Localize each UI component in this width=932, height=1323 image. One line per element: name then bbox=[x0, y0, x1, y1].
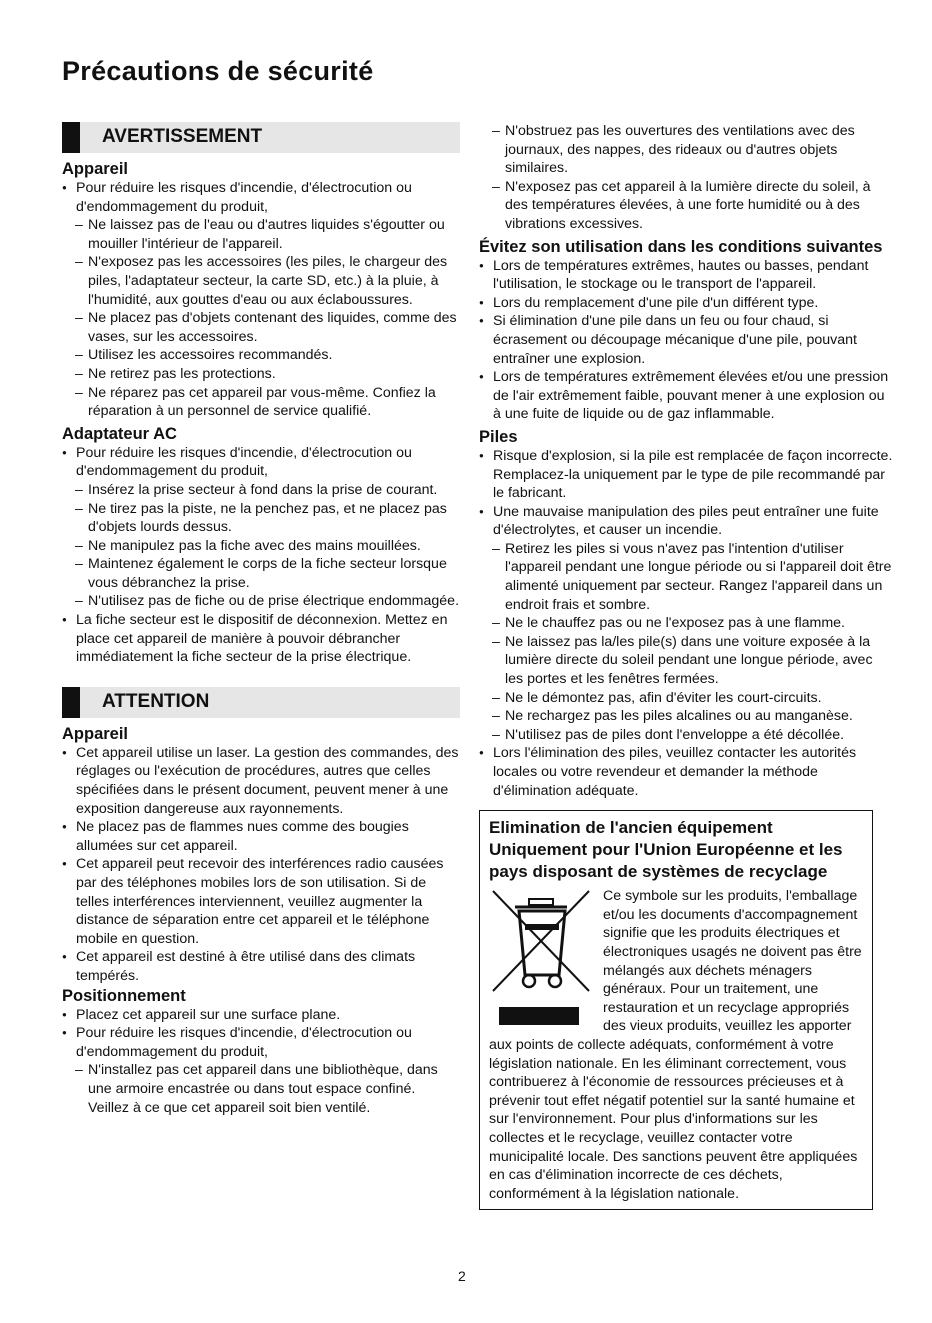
list-item bbox=[479, 503, 893, 745]
list-item: – N'utilisez pas de piles dont l'enveloppe a été décollée. bbox=[479, 726, 893, 745]
list-item: ● Risque d'explosion, si la pile est remplacée de façon incorrecte. Remplacez-la uniquement par le type de pile recommandé par le fabricant. bbox=[479, 447, 893, 503]
warning-adaptateur-list bbox=[62, 444, 460, 667]
list-item-text: Pour réduire les risques d'incendie, d'électrocution ou d'endommagement du produit, bbox=[76, 1025, 412, 1060]
list-item: – Ne le chauffez pas ou ne l'exposez pas à une flamme. bbox=[479, 614, 893, 633]
list-item: – Ne manipulez pas la fiche avec des mains mouillées. bbox=[62, 537, 460, 556]
section-heading-appareil-caution: Appareil bbox=[62, 724, 129, 743]
section-heading-piles: Piles bbox=[479, 427, 518, 446]
right-column bbox=[479, 122, 893, 1210]
list-item: ● Lors de températures extrêmes, hautes ou basses, pendant l'utilisation, le stockage ou le transport de l'appareil. bbox=[479, 257, 893, 294]
list-item: – Ne placez pas d'objets contenant des liquides, comme des vases, sur les accessoires. bbox=[62, 309, 460, 346]
list-item: ● Si élimination d'une pile dans un feu ou four chaud, si écrasement ou découpage mécanique d'une pile, pouvant entraîner une explosion. bbox=[479, 312, 893, 368]
list-item: ● Lors du remplacement d'une pile d'un différent type. bbox=[479, 294, 893, 313]
caution-appareil-list bbox=[62, 744, 460, 986]
list-item: – Maintenez également le corps de la fiche secteur lorsque vous débranchez la prise. bbox=[62, 555, 460, 592]
list-item: – Ne tirez pas la piste, ne la penchez pas, et ne placez pas d'objets lourds dessus. bbox=[62, 500, 460, 537]
piles-list bbox=[479, 447, 893, 800]
warning-banner-label: AVERTISSEMENT bbox=[102, 126, 263, 148]
list-item: – Ne laissez pas la/les pile(s) dans une voiture exposée à la lumière directe du soleil pendant une longue période, avec les portes et les fenêtres fermées. bbox=[479, 633, 893, 689]
weee-bar bbox=[499, 1007, 579, 1025]
conditions-list bbox=[479, 257, 893, 424]
list-item: ● Cet appareil est destiné à être utilisé dans des climats tempérés. bbox=[62, 948, 460, 985]
list-item: ● Lors l'élimination des piles, veuillez contacter les autorités locales ou votre revendeur et demander la méthode d'élimination adéquate. bbox=[479, 744, 893, 800]
list-item: – N'exposez pas cet appareil à la lumière directe du soleil, à des températures élevées, à une forte humidité ou à des vibrations excessives. bbox=[479, 178, 893, 234]
list-item: ● Cet appareil utilise un laser. La gestion des commandes, des réglages ou l'exécution de procédures, autres que celles spécifiées dans le présent document, peuvent mener à une exposition dangereuse aux rayonnements. bbox=[62, 744, 460, 818]
list-item: – N'obstruez pas les ouvertures des ventilations avec des journaux, des nappes, des rideaux ou d'autres objets similaires. bbox=[479, 122, 893, 178]
section-heading-positionnement: Positionnement bbox=[62, 986, 186, 1005]
list-item: ● Lors de températures extrêmement élevées et/ou une pression de l'air extrêmement faible, pouvant mener à une explosion ou à une fuite de liquide ou de gaz inflammable. bbox=[479, 368, 893, 424]
list-item bbox=[62, 444, 460, 611]
list-item: – Ne rechargez pas les piles alcalines ou au manganèse. bbox=[479, 707, 893, 726]
list-item: – N'installez pas cet appareil dans une bibliothèque, dans une armoire encastrée ou dans tout espace confiné. Veillez à ce que cet appareil soit bien ventilé. bbox=[62, 1061, 460, 1117]
list-item bbox=[62, 1024, 460, 1117]
list-item: – N'exposez pas les accessoires (les piles, le chargeur des piles, l'adaptateur secteur, la carte SD, etc.) à la pluie, à l'humidité, aux gouttes d'eau ou aux éclaboussures. bbox=[62, 253, 460, 309]
positionnement-list bbox=[62, 1006, 460, 1118]
weee-notice-box bbox=[479, 810, 873, 1210]
list-item: ● La fiche secteur est le dispositif de déconnexion. Mettez en place cet appareil de manière à pouvoir débrancher immédiatement la fiche secteur de la prise électrique. bbox=[62, 611, 460, 667]
warning-appareil-list bbox=[62, 179, 460, 421]
list-item: ● Cet appareil peut recevoir des interférences radio causées par des téléphones mobiles lors de son utilisation. Si de telles interférences interviennent, veuillez augmenter la distance de séparation entre cet appareil et le téléphone mobile en question. bbox=[62, 855, 460, 948]
weee-body bbox=[489, 887, 864, 1203]
list-item bbox=[62, 179, 460, 421]
list-item: ● Ne placez pas de flammes nues comme des bougies allumées sur cet appareil. bbox=[62, 818, 460, 855]
list-item: – Insérez la prise secteur à fond dans la prise de courant. bbox=[62, 481, 460, 500]
positionnement-list-continued bbox=[479, 122, 893, 234]
banner-marker bbox=[62, 122, 80, 153]
section-heading-adaptateur: Adaptateur AC bbox=[62, 424, 177, 443]
crossed-out-wheelie-bin-icon bbox=[489, 887, 593, 1019]
page-title: Précautions de sécurité bbox=[62, 56, 374, 86]
caution-banner-label: ATTENTION bbox=[102, 691, 210, 713]
caution-banner bbox=[62, 687, 460, 718]
weee-text: Ce symbole sur les produits, l'emballage et/ou les documents d'accompagnement signifie que les produits électriques et électroniques usagés ne doivent pas être mélangés aux déchets ménagers généraux. Pour un traitement, une restauration et un recyclage appropriés des vieux produits, veuillez les apporter aux points de collecte adéquats, conformément à votre législation nationale. En les éliminant correctement, vous contribuerez à l'économie de ressources précieuses et à prévenir tout effet négatif potentiel sur la santé humaine et sur l'environnement. Pour plus d'informations sur les collectes et le recyclage, veuillez contacter votre municipalité locale. Des sanctions peuvent être appliquées en cas d'élimination incorrecte de ces déchets, conformément à la législation nationale. bbox=[489, 888, 862, 1202]
list-item: – Utilisez les accessoires recommandés. bbox=[62, 346, 460, 365]
list-item-text: Une mauvaise manipulation des piles peut entraîner une fuite d'électrolytes, et causer un incendie. bbox=[493, 503, 879, 539]
list-item: – Ne laissez pas de l'eau ou d'autres liquides s'égoutter ou mouiller l'intérieur de l'appareil. bbox=[62, 216, 460, 253]
banner-marker bbox=[62, 687, 80, 718]
section-heading-appareil: Appareil bbox=[62, 160, 129, 178]
list-item: – Retirez les piles si vous n'avez pas l'intention d'utiliser l'appareil pendant une longue période ou si l'appareil doit être alimenté uniquement par secteur. Rangez l'appareil dans un endroit frais et sombre. bbox=[479, 540, 893, 614]
list-item: – Ne retirez pas les protections. bbox=[62, 365, 460, 384]
list-item-text: Pour réduire les risques d'incendie, d'électrocution ou d'endommagement du produit, bbox=[76, 444, 412, 480]
list-item: ● Placez cet appareil sur une surface plane. bbox=[62, 1006, 460, 1025]
weee-title: Elimination de l'ancien équipement Uniquement pour l'Union Européenne et les pays disposant de systèmes de recyclage bbox=[489, 818, 843, 882]
list-item-text: Pour réduire les risques d'incendie, d'électrocution ou d'endommagement du produit, bbox=[76, 180, 412, 215]
page-number: 2 bbox=[458, 1268, 466, 1284]
section-heading-conditions: Évitez son utilisation dans les conditions suivantes bbox=[479, 237, 883, 256]
warning-banner bbox=[62, 122, 460, 153]
list-item: – Ne le démontez pas, afin d'éviter les court-circuits. bbox=[479, 689, 893, 708]
left-column bbox=[62, 122, 460, 1117]
list-item: – Ne réparez pas cet appareil par vous-même. Confiez la réparation à un personnel de service qualifié. bbox=[62, 384, 460, 421]
list-item: – N'utilisez pas de fiche ou de prise électrique endommagée. bbox=[62, 592, 460, 611]
